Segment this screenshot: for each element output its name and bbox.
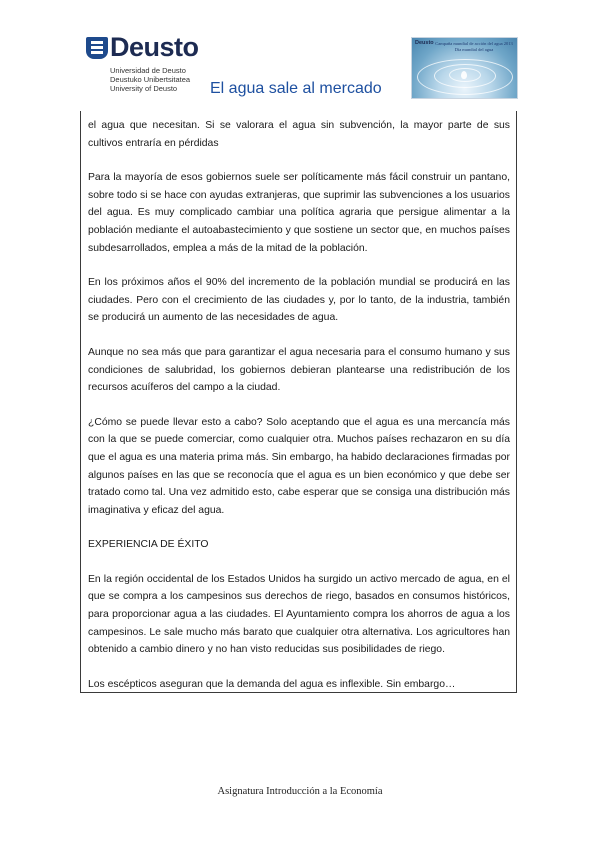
logo-wordmark: Deusto [110,32,199,62]
section-heading: EXPERIENCIA DE ÉXITO [88,539,209,551]
paragraph: Aunque no sea más que para garantizar el agua necesaria para el consumo humano y sus condiciones de salubridad, los gobiernos debieran plantearse una redistribución de los recursos acuíferos del campo a la ciudad. [88,346,510,394]
paragraph: En la región occidental de los Estados Unidos ha surgido un activo mercado de agua, en el que se compra a los campesinos sus derechos de riego, basados en consumos históricos, para proporcionar agua a las ciudades. El Ayuntamiento compra los ahorros de agua a los campesinos. Le sale mucho más barato que cualquier otra alternativa. Los agricultores han obtenido a cambio dinero y no han visto reducidas sus posibilidades de riego. [88,573,510,656]
logo-line: University of Deusto [110,84,178,93]
image-caption: Campaña mundial de acción del agua 2013 Día mundial del agua [435,41,513,52]
page-header [0,0,600,110]
logo-line: Deustuko Unibertsitatea [110,75,191,84]
paragraph: Para la mayoría de esos gobiernos suele ser políticamente más fácil construir un pantano, sobre todo si se hace con ayudas extranjeras, que suprimir las subvenciones a los usuarios del agua. Es muy complicado cambiar una política agraria que persigue alimentar a la población mediante el autoabastecimiento y que sostiene un sector que, en muchos países subdesarrollados, emplea a más de la mitad de la población. [88,172,510,254]
paragraph: En los próximos años el 90% del incremento de la población mundial se producirá en las ciudades. Pero con el crecimiento de las ciudades y, por lo tanto, de la industria, también se producirá un aumento de las necesidades de agua. [88,277,510,324]
water-drop-image [411,37,518,99]
document-title: El agua sale al mercado [210,80,382,97]
paragraph: el agua que necesitan. Si se valorara el agua sin subvención, la mayor parte de sus cultivos entraría en pérdidas [88,120,510,149]
paragraph: ¿Cómo se puede llevar esto a cabo? Solo aceptando que el agua es una mercancía más con la que se puede comerciar, como cualquier otra. Muchos países rechazaron en su día que el agua es una materia prima más. Sin embargo, ha habido declaraciones firmadas por algunos países en las que se reconocía que el agua es un bien económico y que debe ser tratado como tal. Una vez admitido esto, cabe esperar que se consiga una distribución más imaginativa y eficaz del agua. [88,416,510,516]
logo-line: Universidad de Deusto [110,66,186,75]
university-shield-icon [86,37,108,59]
image-brand: Deusto [415,40,434,46]
paragraph: Los escépticos aseguran que la demanda del agua es inflexible. Sin embargo… [88,678,456,690]
logo-subtitle [110,66,190,93]
article-body [80,111,517,693]
water-drop [461,71,467,79]
deusto-logo [86,32,226,97]
page-footer: Asignatura Introducción a la Economía [217,786,383,797]
